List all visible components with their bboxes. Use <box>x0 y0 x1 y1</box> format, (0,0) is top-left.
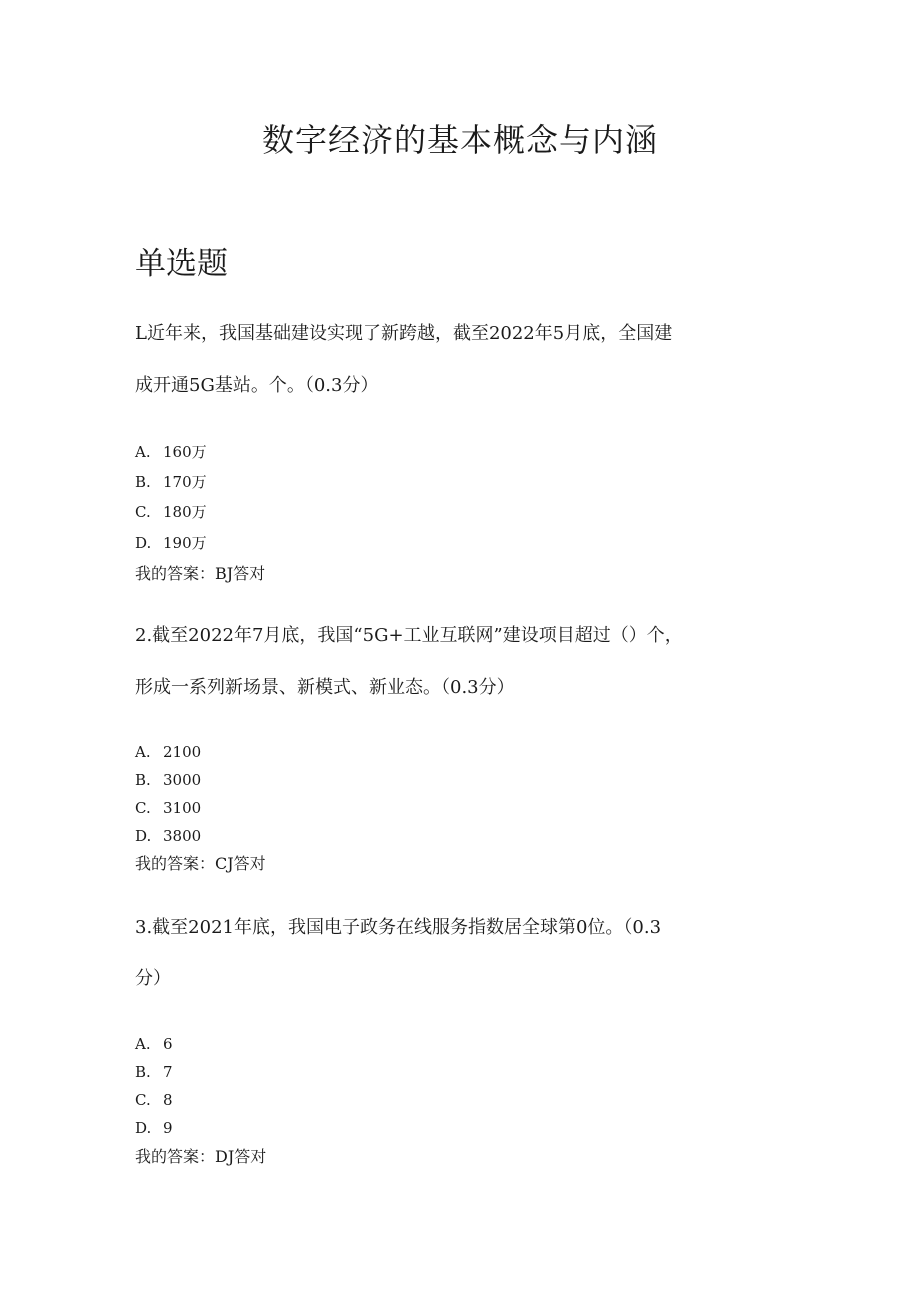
option-letter: A. <box>135 743 151 761</box>
option-letter: B. <box>135 473 151 491</box>
option-text: 3000 <box>163 771 202 789</box>
option-text: 170万 <box>163 473 207 491</box>
option-letter: A. <box>135 443 151 461</box>
option-text: 160万 <box>163 443 207 461</box>
option-text: 7 <box>163 1063 173 1081</box>
question-2-option-c <box>135 797 201 819</box>
option-letter: A. <box>135 1035 151 1053</box>
question-3-line-2: 分） <box>135 968 171 989</box>
question-3-option-a <box>135 1033 173 1055</box>
option-letter: B. <box>135 771 151 789</box>
option-text: 6 <box>163 1035 173 1053</box>
question-2-line-2: 形成一系列新场景、新模式、新业态。（0.3分） <box>135 677 515 698</box>
option-letter: B. <box>135 1063 151 1081</box>
option-letter: D. <box>135 534 152 552</box>
question-1-option-d <box>135 532 207 554</box>
question-3-answer: 我的答案：DJ答对 <box>135 1147 267 1166</box>
option-text: 190万 <box>163 534 207 552</box>
option-text: 180万 <box>163 503 207 521</box>
option-text: 3100 <box>163 799 202 817</box>
question-1-answer: 我的答案：BJ答对 <box>135 564 266 583</box>
option-letter: D. <box>135 827 152 845</box>
option-letter: C. <box>135 503 151 521</box>
question-3-option-d <box>135 1117 173 1139</box>
question-1-line-1: L近年来，我国基础建设实现了新跨越，截至2022年5月底，全国建 <box>135 323 673 344</box>
question-2-line-1: 2.截至2022年7月底，我国“5G+工业互联网”建设项目超过（）个， <box>135 625 683 646</box>
question-2-option-b <box>135 769 201 791</box>
option-text: 2100 <box>163 743 202 761</box>
option-text: 3800 <box>163 827 202 845</box>
question-1-option-b <box>135 471 207 493</box>
question-1-line-2: 成开通5G基站。个。（0.3分） <box>135 375 379 396</box>
question-3-line-1: 3.截至2021年底，我国电子政务在线服务指数居全球第0位。（0.3 <box>135 917 662 938</box>
question-2-answer: 我的答案：CJ答对 <box>135 854 266 873</box>
option-letter: D. <box>135 1119 152 1137</box>
section-title: 单选题 <box>135 246 228 282</box>
option-text: 9 <box>163 1119 173 1137</box>
question-1-option-c <box>135 501 207 523</box>
option-text: 8 <box>163 1091 173 1109</box>
option-letter: C. <box>135 799 151 817</box>
option-letter: C. <box>135 1091 151 1109</box>
question-1-option-a <box>135 441 207 463</box>
question-3-option-c <box>135 1089 173 1111</box>
question-2-option-d <box>135 825 201 847</box>
document-title: 数字经济的基本概念与内涵 <box>261 121 658 159</box>
question-2-option-a <box>135 741 201 763</box>
question-3-option-b <box>135 1061 173 1083</box>
